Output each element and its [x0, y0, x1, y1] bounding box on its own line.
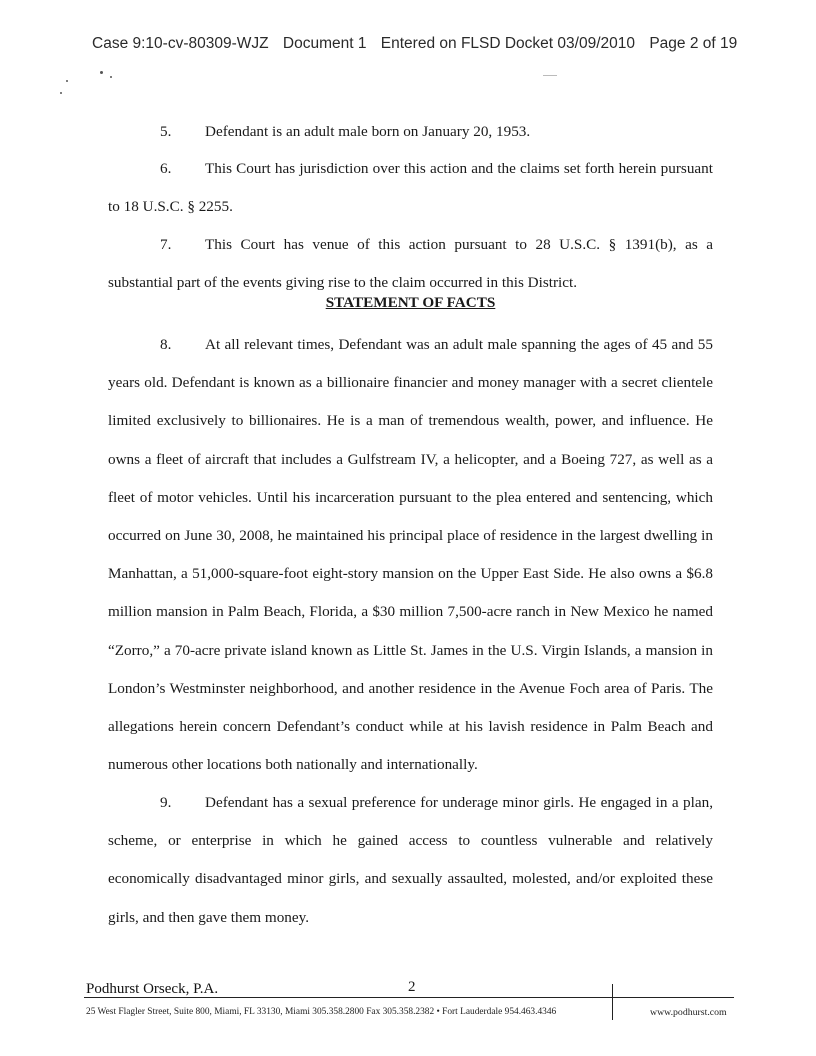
- document-number: Document 1: [282, 35, 367, 52]
- section-heading: STATEMENT OF FACTS: [325, 294, 496, 311]
- footer-divider: [84, 997, 734, 998]
- scan-speck: [60, 92, 62, 94]
- firm-address: 25 West Flagler Street, Suite 800, Miami, FL 33130, Miami 305.358.2800 Fax 305.358.2382 • Fort Lauderdale 954.463.4346: [86, 1007, 557, 1017]
- paragraph-text: Defendant is an adult male born on January 20, 1953.: [205, 123, 531, 140]
- paragraph-text: This Court has venue of this action pursuant to 28 U.S.C. § 1391(b), as a substantial part of the events giving rise to the claim occurred in this District.: [108, 236, 713, 292]
- paragraph-8: [108, 326, 713, 784]
- scan-speck: [110, 76, 112, 78]
- paragraph-7: [108, 226, 713, 302]
- docket-entry: Entered on FLSD Docket 03/09/2010: [380, 35, 635, 52]
- paragraph-number: 6.: [160, 160, 172, 177]
- paragraph-5: [108, 113, 713, 151]
- paragraph-number: 9.: [160, 794, 172, 811]
- paragraph-number: 7.: [160, 236, 172, 253]
- paragraph-9: [108, 784, 713, 937]
- paragraph-text: At all relevant times, Defendant was an adult male spanning the ages of 45 and 55 years old. Defendant is known as a billionaire financier and money manager with a secret clientele limited exclusively to billionaires. He is a man of tremendous wealth, power, and influence. He owns a fleet of aircraft that includes a Gulfstream IV, a helicopter, and a Boeing 727, as well as a fleet of motor vehicles. Until his incarceration pursuant to the plea entered and sentencing, which occurred on June 30, 2008, he maintained his principal place of residence in the largest dwelling in Manhattan, a 51,000-square-foot eight-story mansion on the Upper East Side. He also owns a $6.8 million mansion in Palm Beach, Florida, a $30 million 7,500-acre ranch in New Mexico he named “Zorro,” a 70-acre private island known as Little St. James in the U.S. Virgin Islands, a mansion in London’s Westminster neighborhood, and another residence in the Avenue Foch area of Paris. The allegations herein concern Defendant’s conduct while at his lavish residence in Palm Beach and numerous other locations both nationally and internationally.: [108, 336, 713, 774]
- page-indicator: Page 2 of 19: [649, 35, 738, 52]
- paragraph-text: Defendant has a sexual preference for underage minor girls. He engaged in a plan, scheme, or enterprise in which he gained access to countless vulnerable and relatively economically disadvantaged minor girls, and sexually assaulted, molested, and/or exploited these girls, and then gave them money.: [108, 794, 713, 926]
- firm-website: www.podhurst.com: [650, 1007, 727, 1018]
- scan-speck: [66, 80, 68, 82]
- paragraph-number: 5.: [160, 123, 172, 140]
- scan-speck: [100, 71, 103, 74]
- scan-speck: [543, 75, 557, 76]
- firm-name: Podhurst Orseck, P.A.: [86, 981, 219, 997]
- footer-vertical-divider: [612, 984, 613, 1020]
- case-header: [92, 35, 738, 53]
- paragraph-text: This Court has jurisdiction over this action and the claims set forth herein pursuant to 18 U.S.C. § 2255.: [108, 160, 713, 216]
- paragraph-number: 8.: [160, 336, 172, 353]
- page-number: 2: [408, 979, 416, 995]
- case-number: Case 9:10-cv-80309-WJZ: [92, 35, 269, 52]
- paragraph-6: [108, 150, 713, 226]
